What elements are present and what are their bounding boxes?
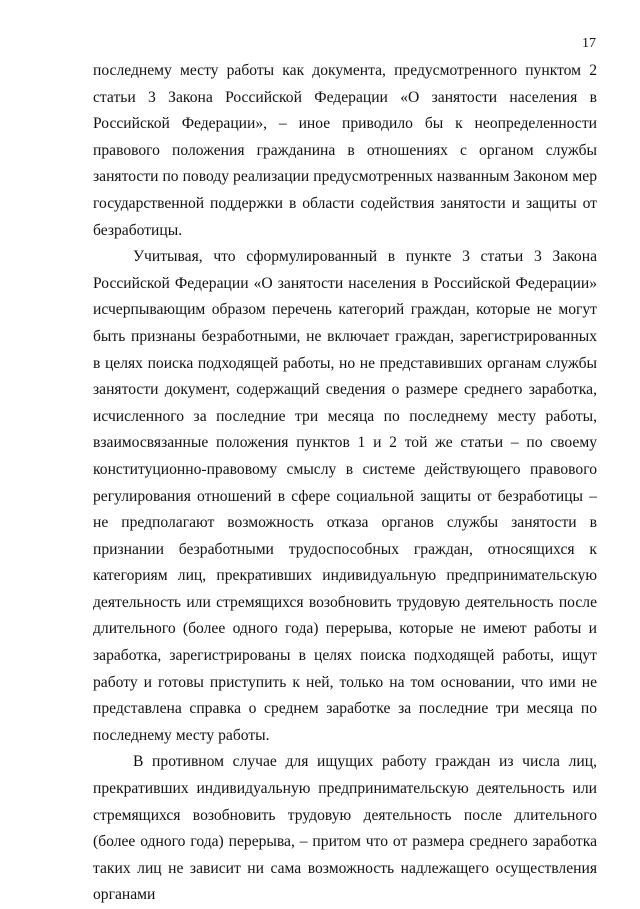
paragraph-continuation: последнему месту работы как документа, предусмотренного пунктом 2 статьи 3 Закона Российской Федерации «О занятости населения в Российской Федерации», – иное приводило бы к неопределенности правового положения гражданина в отношениях с органом службы занятости по поводу реализации предусмотренных названным Законом мер государственной поддержки в области содействия занятости и защиты от безработицы. (93, 62, 597, 239)
document-body (93, 58, 597, 909)
page-number: 17 (582, 36, 596, 51)
paragraph-otherwise: В противном случае для ищущих работу граждан из числа лиц, прекративших индивидуальную предпринимательскую деятельность или стремящихся возобновить трудовую деятельность после длительного (более одного года) перерыва, – притом что от размера среднего заработка таких лиц не зависит ни сама возможность надлежащего осуществления органами (93, 753, 597, 904)
paragraph-considering: Учитывая, что сформулированный в пункте 3 статьи 3 Закона Российской Федерации «О занятости населения в Российской Федерации» исчерпывающим образом перечень категорий граждан, которые не могут быть признаны безработными, не включает граждан, зарегистрированных в целях поиска подходящей работы, но не представивших органам службы занятости документ, содержащий сведения о размере среднего заработка, исчисленного за последние три месяца по последнему месту работы, взаимосвязанные положения пунктов 1 и 2 той же статьи – по своему конституционно-правовому смыслу в системе действующего правового регулирования отношений в сфере социальной защиты от безработицы – не предполагают возможность отказа органов службы занятости в признании безработными трудоспособных граждан, относящихся к категориям лиц, прекративших индивидуальную предпринимательскую деятельность или стремящихся возобновить трудовую деятельность после длительного (более одного года) перерыва, которые не имеют работы и заработка, зарегистрированы в целях поиска подходящей работы, ищут работу и готовы приступить к ней, только на том основании, что ими не представлена справка о среднем заработке за последние три месяца по последнему месту работы. (93, 248, 597, 744)
